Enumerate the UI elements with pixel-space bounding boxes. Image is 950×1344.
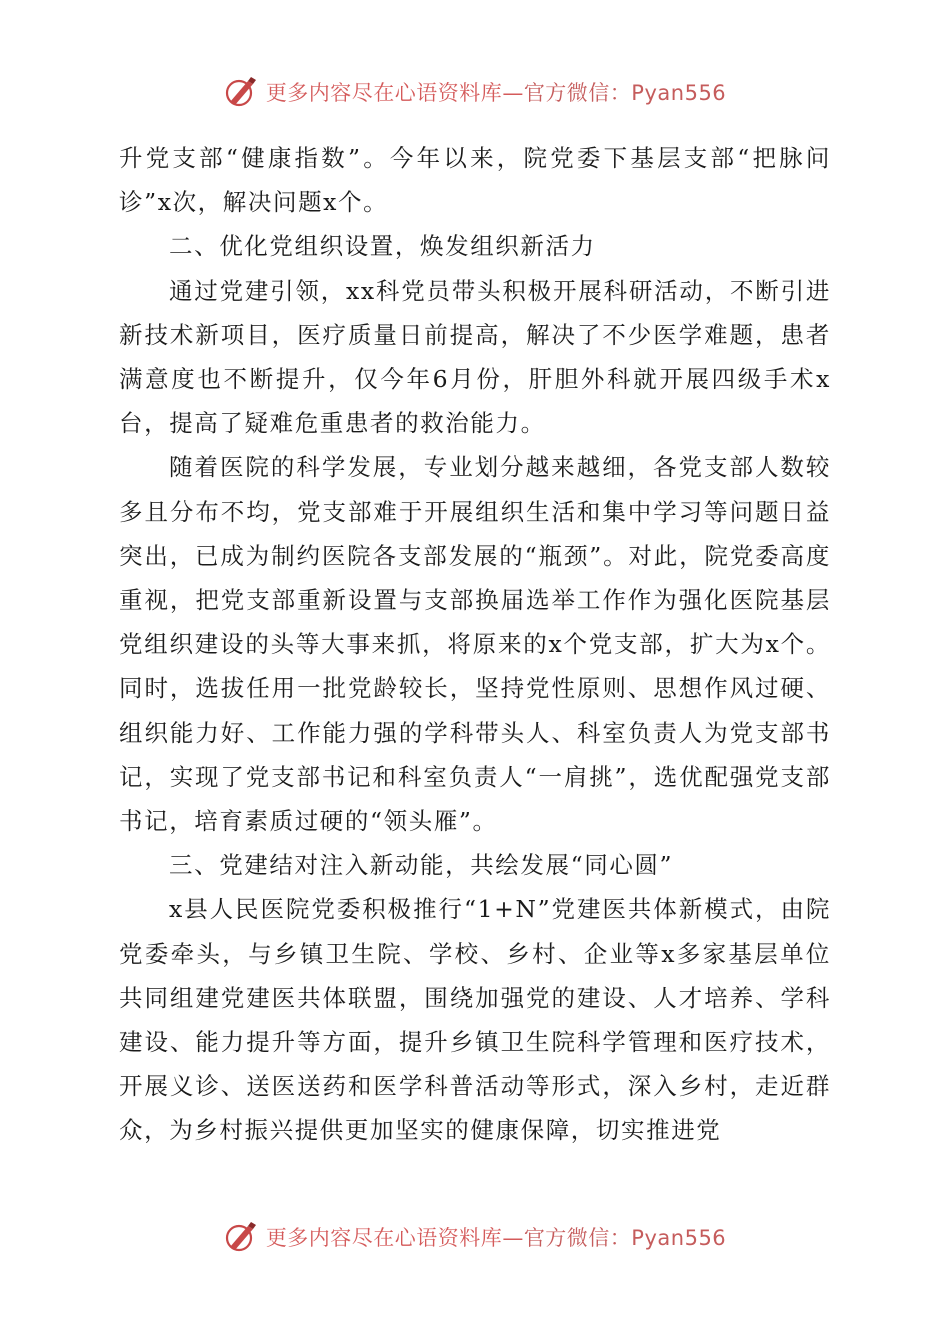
section-heading-2: 二、优化党组织设置，焕发组织新活力 xyxy=(169,232,596,261)
paragraph-continuation: 升党支部“健康指数”。今年以来，院党委下基层支部“把脉问诊”x次，解决问题x个。 xyxy=(119,144,831,217)
paragraph: 随着医院的科学发展，专业划分越来越细，各党支部人数较多且分布不均，党支部难于开展组织生活和集中学习等问题日益突出，已成为制约医院各支部发展的“瓶颈”。对此，院党委高度重视，把党支部重新设置与支部换届选举工作作为强化医院基层党组织建设的头等大事来抓，将原来的x个党支部，扩大为x个。同时，选拔任用一批党龄较长，坚持党性原则、思想作风过硬、组织能力好、工作能力强的学科带头人、科室负责人为党支部书记，实现了党支部书记和科室负责人“一肩挑”，选优配强党支部书记，培育素质过硬的“领头雁”。 xyxy=(119,453,831,836)
watermark-text: 更多内容尽在心语资料库—官方微信：Pyan556 xyxy=(265,81,727,105)
header-watermark xyxy=(0,70,950,114)
document-body xyxy=(119,136,831,1153)
footer-watermark xyxy=(0,1215,950,1259)
pen-logo-icon xyxy=(224,1220,258,1254)
section-heading-3: 三、党建结对注入新动能，共绘发展“同心圆” xyxy=(169,851,674,880)
paragraph: 通过党建引领，xx科党员带头积极开展科研活动，不断引进新技术新项目，医疗质量日前提高，解决了不少医学难题，患者满意度也不断提升，仅今年6月份，肝胆外科就开展四级手术x台，提高了疑难危重患者的救治能力。 xyxy=(119,276,831,438)
pen-logo-icon xyxy=(224,75,258,109)
paragraph: x县人民医院党委积极推行“1+N”党建医共体新模式，由院党委牵头，与乡镇卫生院、学校、乡村、企业等x多家基层单位共同组建党建医共体联盟，围绕加强党的建设、人才培养、学科建设、能力提升等方面，提升乡镇卫生院科学管理和医疗技术，开展义诊、送医送药和医学科普活动等形式，深入乡村，走近群众，为乡村振兴提供更加坚实的健康保障，切实推进党 xyxy=(119,895,831,1145)
watermark-text: 更多内容尽在心语资料库—官方微信：Pyan556 xyxy=(265,1226,727,1250)
